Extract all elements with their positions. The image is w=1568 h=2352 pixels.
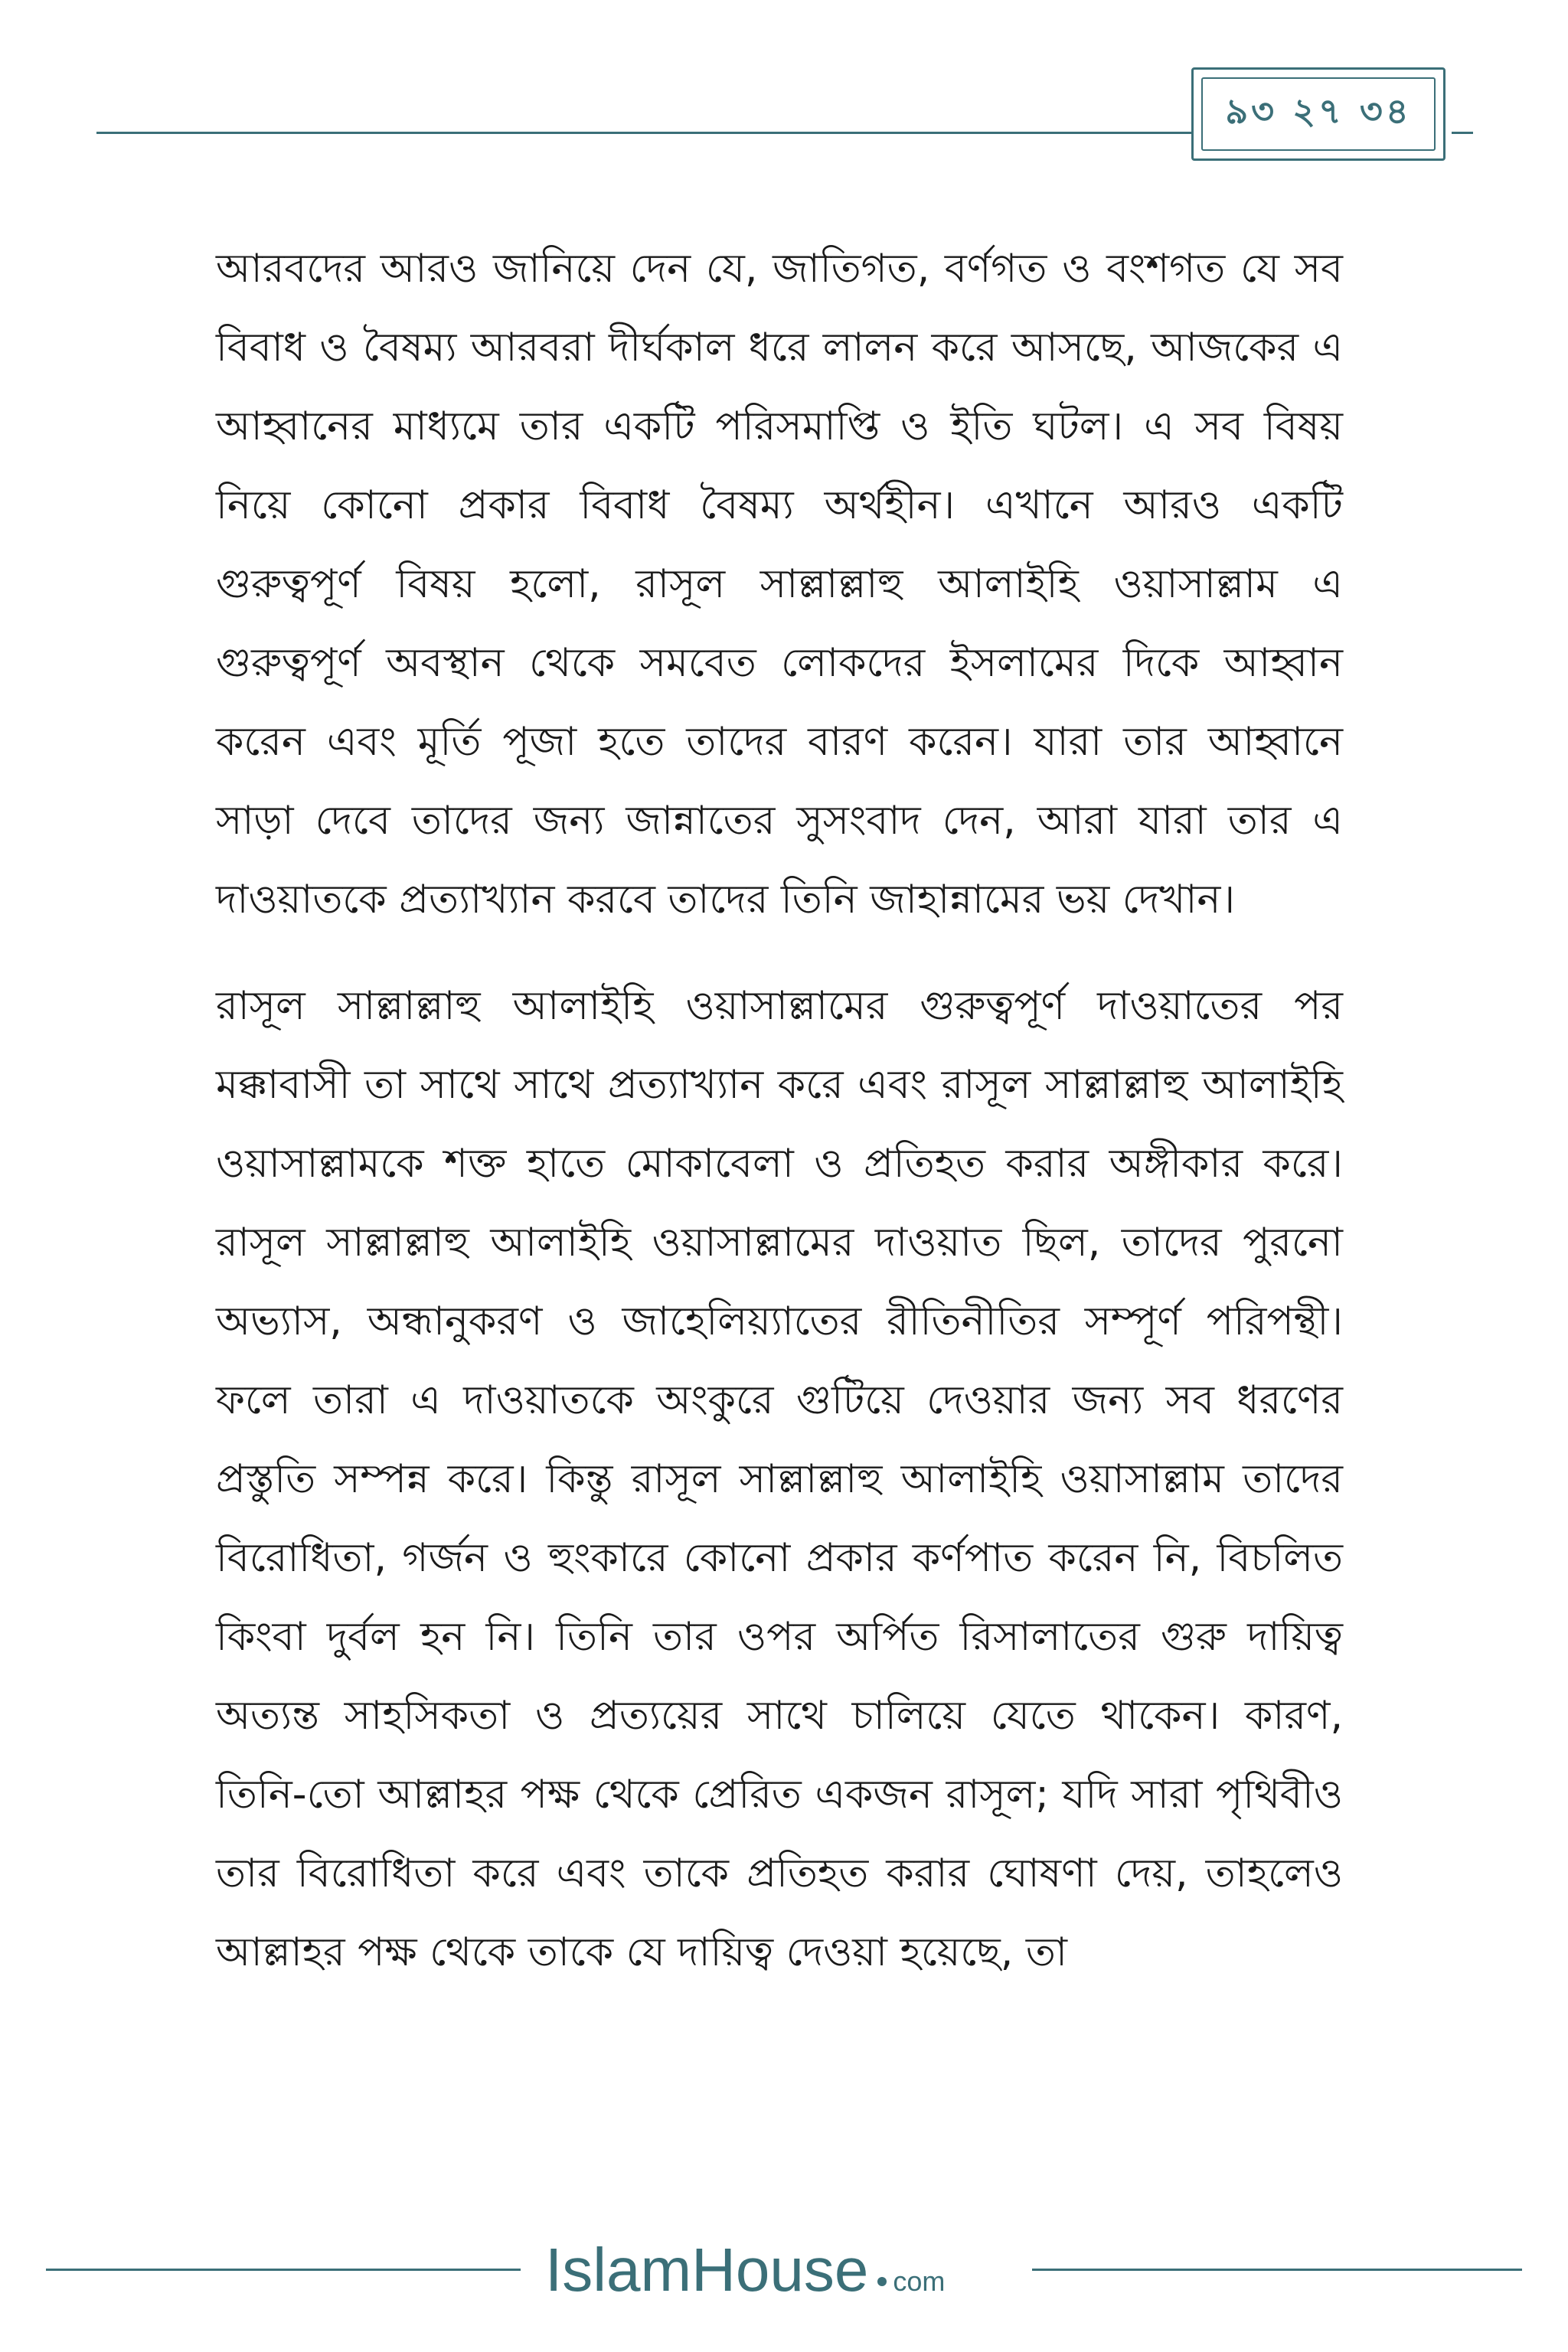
page-number: ৯৩ ২৭ ৩৪ bbox=[1201, 77, 1436, 151]
brand-name: IslamHouse bbox=[545, 2236, 869, 2304]
brand-dot-icon bbox=[877, 2277, 887, 2286]
body-text bbox=[216, 230, 1343, 1992]
footer-rule-right bbox=[1032, 2269, 1522, 2271]
header-rule-right bbox=[1452, 132, 1473, 134]
page-number-box bbox=[1191, 67, 1446, 161]
footer bbox=[0, 2236, 1568, 2305]
footer-rule-left bbox=[46, 2269, 521, 2271]
brand-tld: com bbox=[893, 2265, 946, 2297]
islamhouse-logo bbox=[545, 2236, 945, 2305]
header-rule-left bbox=[96, 132, 1199, 134]
paragraph-2: রাসূল সাল্লাল্লাহু আলাইহি ওয়াসাল্লামের গুরুত্বপূর্ণ দাওয়াতের পর মক্কাবাসী তা সাথে সাথে প্রত্যাখ্যান করে এবং রাসূল সাল্লাল্লাহু আলাইহি ওয়াসাল্লামকে শক্ত হাতে মোকাবেলা ও প্রতিহত করার অঙ্গীকার করে। রাসূল সাল্লাল্লাহু আলাইহি ওয়াসাল্লামের দাওয়াত ছিল, তাদের পুরনো অভ্যাস, অন্ধানুকরণ ও জাহেলিয়্যাতের রীতিনীতির সম্পূর্ণ পরিপন্থী। ফলে তারা এ দাওয়াতকে অংকুরে গুটিয়ে দেওয়ার জন্য সব ধরণের প্রস্তুতি সম্পন্ন করে। কিন্তু রাসূল সাল্লাল্লাহু আলাইহি ওয়াসাল্লাম তাদের বিরোধিতা, গর্জন ও হুংকারে কোনো প্রকার কর্ণপাত করেন নি, বিচলিত কিংবা দুর্বল হন নি। তিনি তার ওপর অর্পিত রিসালাতের গুরু দায়িত্ব অত্যন্ত সাহসিকতা ও প্রত্যয়ের সাথে চালিয়ে যেতে থাকেন। কারণ, তিনি-তো আল্লাহর পক্ষ থেকে প্রেরিত একজন রাসূল; যদি সারা পৃথিবীও তার বিরোধিতা করে এবং তাকে প্রতিহত করার ঘোষণা দেয়, তাহলেও আল্লাহর পক্ষ থেকে তাকে যে দায়িত্ব দেওয়া হয়েছে, তা bbox=[216, 983, 1343, 1975]
paragraph-1: আরবদের আরও জানিয়ে দেন যে, জাতিগত, বর্ণগত ও বংশগত যে সব বিবাধ ও বৈষম্য আরবরা দীর্ঘকাল ধরে লালন করে আসছে, আজকের এ আহ্বানের মাধ্যমে তার একটি পরিসমাপ্তি ও ইতি ঘটল। এ সব বিষয় নিয়ে কোনো প্রকার বিবাধ বৈষম্য অর্থহীন। এখানে আরও একটি গুরুত্বপূর্ণ বিষয় হলো, রাসূল সাল্লাল্লাহু আলাইহি ওয়াসাল্লাম এ গুরুত্বপূর্ণ অবস্থান থেকে সমবেত লোকদের ইসলামের দিকে আহ্বান করেন এবং মূর্তি পূজা হতে তাদের বারণ করেন। যারা তার আহ্বানে সাড়া দেবে তাদের জন্য জান্নাতের সুসংবাদ দেন, আরা যারা তার এ দাওয়াতকে প্রত্যাখ্যান করবে তাদের তিনি জাহান্নামের ভয় দেখান। bbox=[216, 246, 1343, 923]
